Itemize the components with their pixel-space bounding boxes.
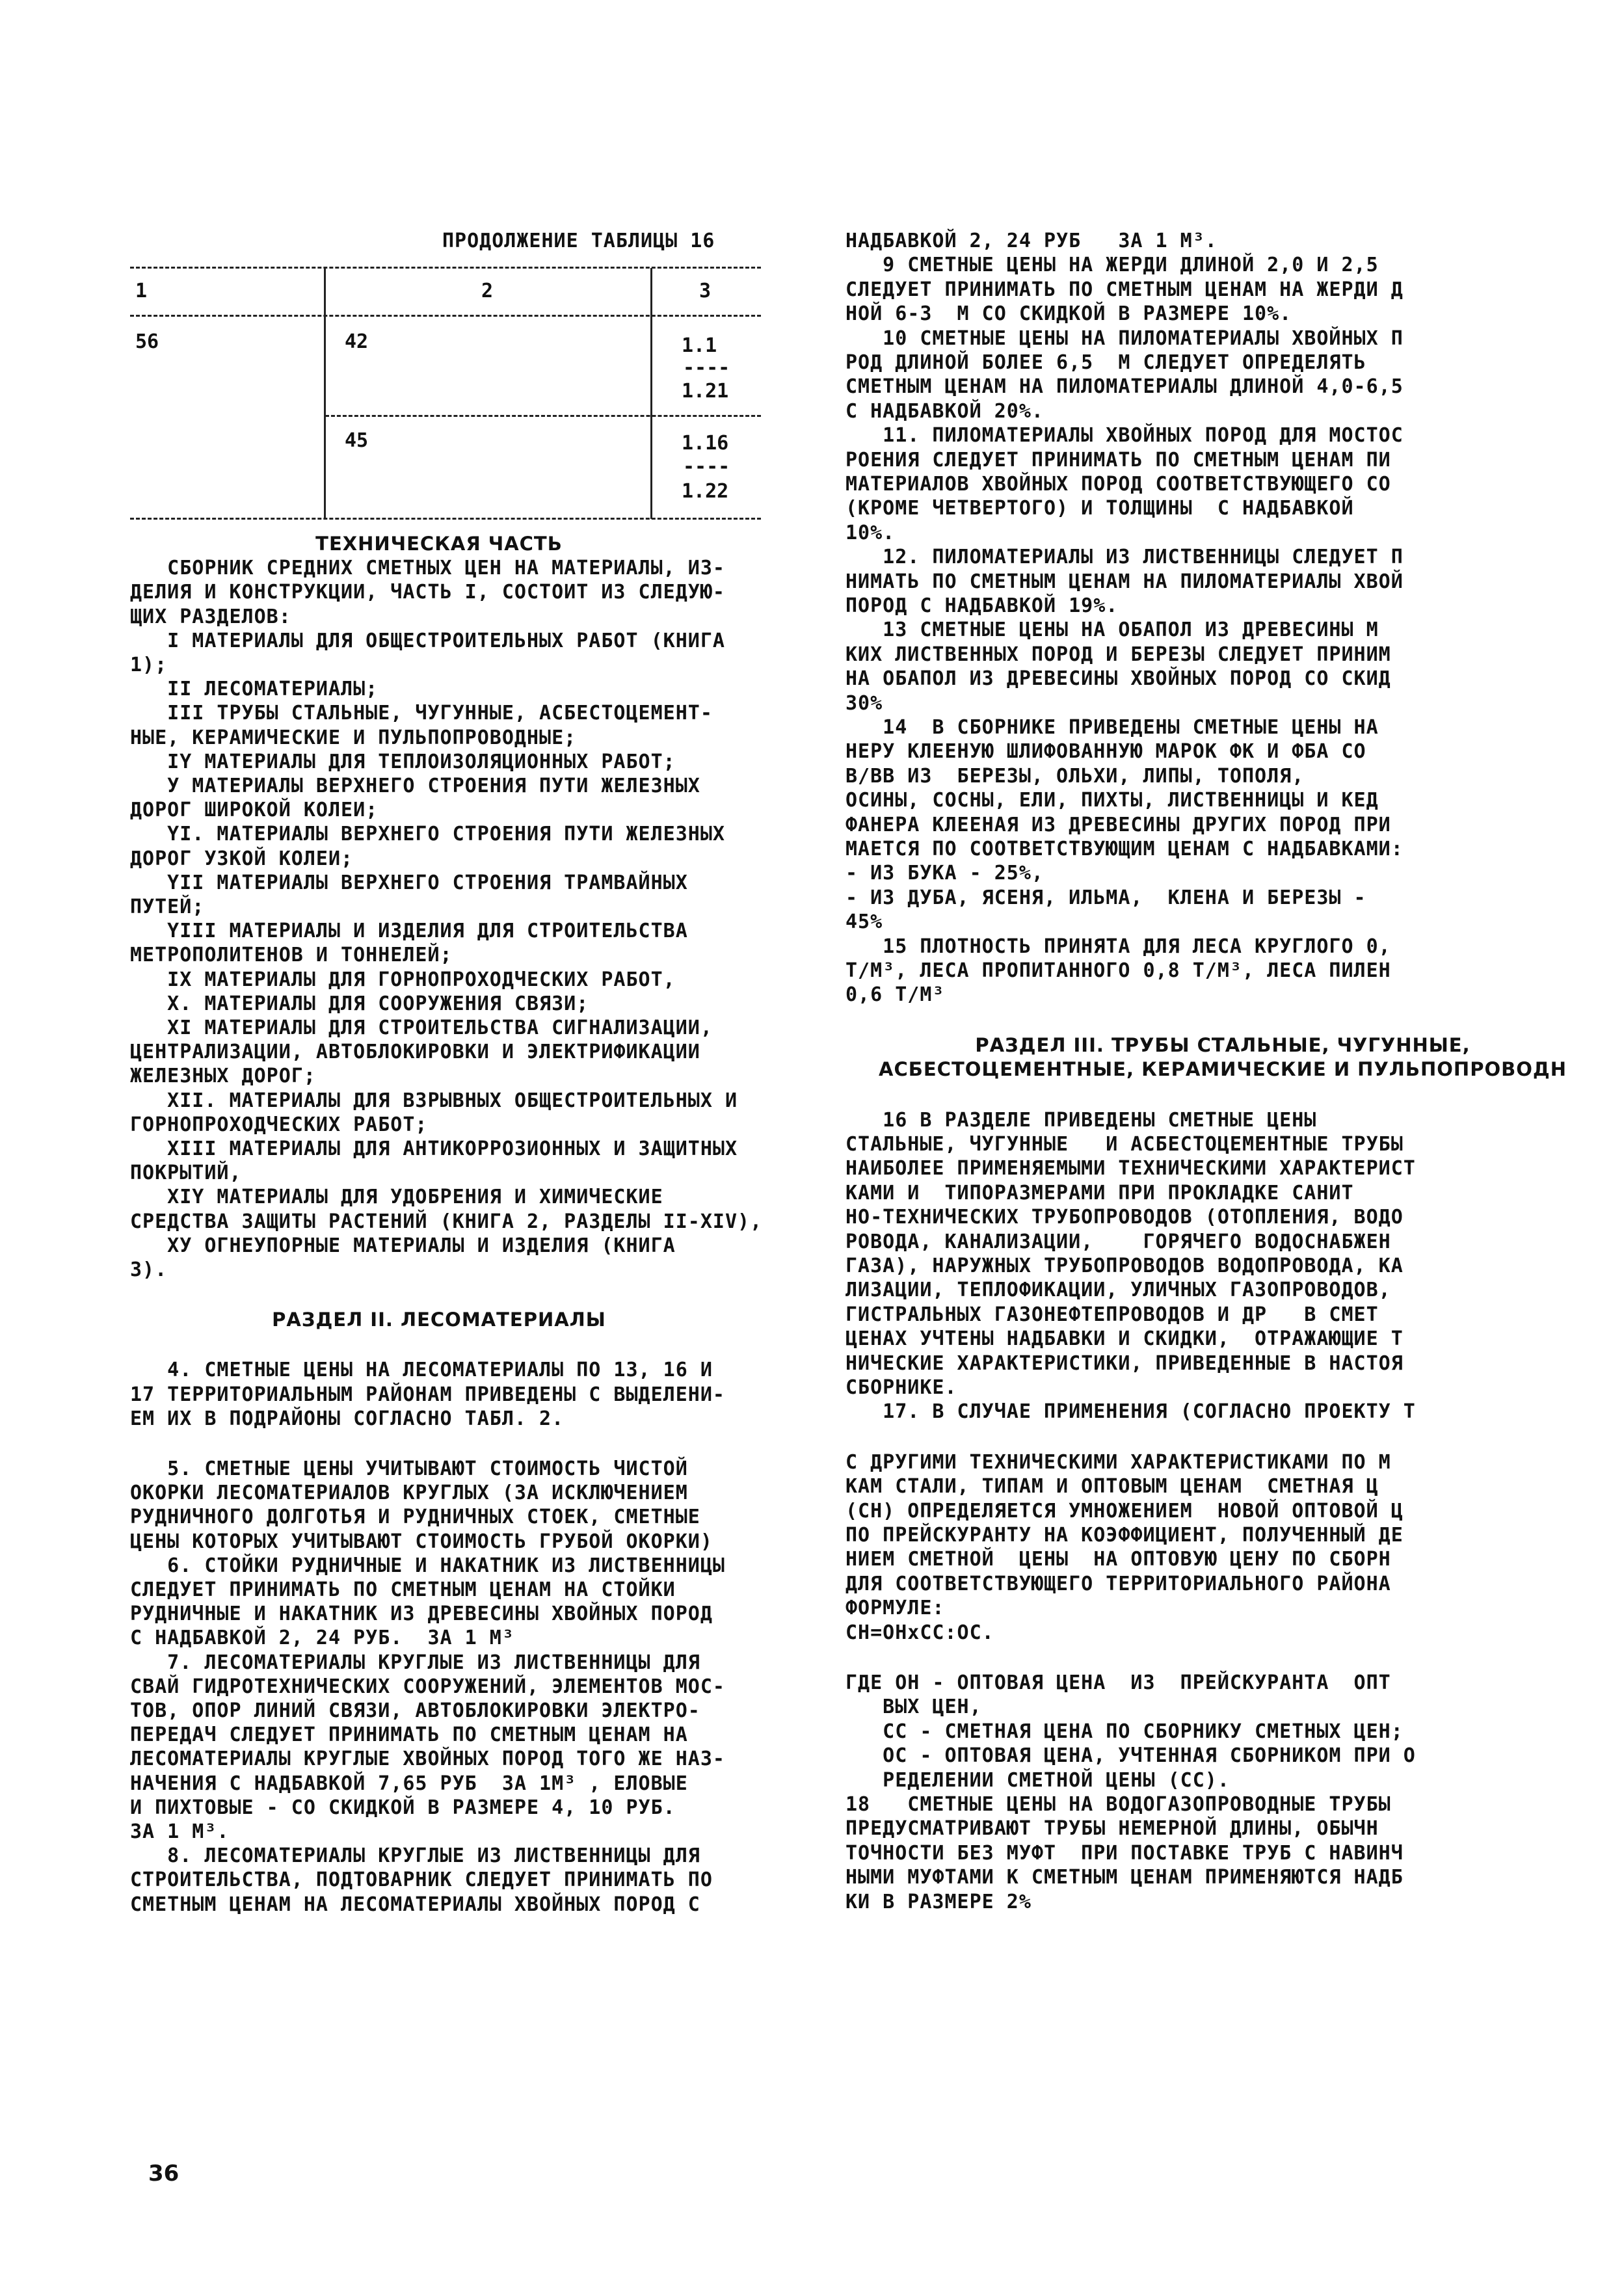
text-line: НА ОБАПОЛ ИЗ ДРЕВЕСИНЫ ХВОЙНЫХ ПОРОД СО СКИД [845, 667, 1391, 691]
text-line: ЦЕНЫ КОТОРЫХ УЧИТЫВАЮТ СТОИМОСТЬ ГРУБОЙ ОКОРКИ) [130, 1530, 713, 1553]
text-line: 17. В СЛУЧАЕ ПРИМЕНЕНИЯ (СОГЛАСНО ПРОЕКТУ Т [845, 1400, 1416, 1424]
text-line: II ЛЕСОМАТЕРИАЛЫ; [130, 678, 379, 701]
text-line: ДЛЯ СООТВЕТСТВУЮЩЕГО ТЕРРИТОРИАЛЬНОГО РАЙОНА [845, 1572, 1391, 1595]
text-line: IY МАТЕРИАЛЫ ДЛЯ ТЕПЛОИЗОЛЯЦИОННЫХ РАБОТ; [130, 750, 676, 773]
table-header-col1: 1 [135, 280, 148, 302]
text-line: КАМИ И ТИПОРАЗМЕРАМИ ПРИ ПРОКЛАДКЕ САНИТ [845, 1181, 1354, 1204]
text-line: РУДНИЧНЫЕ И НАКАТНИК ИЗ ДРЕВЕСИНЫ ХВОЙНЫХ ПОРОД [130, 1603, 713, 1626]
table-rule-mid [325, 415, 761, 417]
text-line: С ДРУГИМИ ТЕХНИЧЕСКИМИ ХАРАКТЕРИСТИКАМИ ПО М [845, 1450, 1391, 1474]
text-line: ПУТЕЙ; [130, 896, 205, 918]
text-line: 9 СМЕТНЫЕ ЦЕНЫ НА ЖЕРДИ ДЛИНОЙ 2,0 И 2,5 [845, 254, 1379, 277]
text-line: 17 ТЕРРИТОРИАЛЬНЫМ РАЙОНАМ ПРИВЕДЕНЫ С ВЫДЕЛЕНИ- [130, 1383, 725, 1406]
text-line: ФОРМУЛЕ: [845, 1597, 945, 1620]
text-line: ГОРНОПРОХОДЧЕСКИХ РАБОТ; [130, 1113, 428, 1136]
text-line: ФАНЕРА КЛЕЕНАЯ ИЗ ДРЕВЕСИНЫ ДРУГИХ ПОРОД ПРИ [845, 813, 1391, 836]
text-line: ОКОРКИ ЛЕСОМАТЕРИАЛОВ КРУГЛЫХ (ЗА ИСКЛЮЧЕНИЕМ [130, 1482, 688, 1505]
text-line: 15 ПЛОТНОСТЬ ПРИНЯТА ДЛЯ ЛЕСА КРУГЛОГО 0, [845, 935, 1391, 958]
text-line: 11. ПИЛОМАТЕРИАЛЫ ХВОЙНЫХ ПОРОД ДЛЯ МОСТОС [845, 424, 1404, 447]
table-rule-header [130, 315, 761, 317]
text-line: СРЕДСТВА ЗАЩИТЫ РАСТЕНИЙ (КНИГА 2, РАЗДЕЛЫ II-XIV), [130, 1210, 763, 1233]
text-line: ПЕРЕДАЧ СЛЕДУЕТ ПРИНИМАТЬ ПО СМЕТНЫМ ЦЕНАМ НА [130, 1723, 688, 1747]
text-line: 10 СМЕТНЫЕ ЦЕНЫ НА ПИЛОМАТЕРИАЛЫ ХВОЙНЫХ П [845, 326, 1404, 350]
table-sub1-col2: 42 [345, 330, 369, 353]
table-rule-bottom [130, 518, 761, 520]
table-sub1-val1: 1.1 [682, 334, 717, 357]
text-line: СБОРНИК СРЕДНИХ СМЕТНЫХ ЦЕН НА МАТЕРИАЛЫ, ИЗ- [130, 557, 725, 580]
text-line: YIII МАТЕРИАЛЫ И ИЗДЕЛИЯ ДЛЯ СТРОИТЕЛЬСТВА [130, 920, 688, 943]
text-line: В/ВВ ИЗ БЕРЕЗЫ, ОЛЬХИ, ЛИПЫ, ТОПОЛЯ, [845, 764, 1305, 788]
text-line: С НАДБАВКОЙ 2, 24 РУБ. ЗА 1 М³ [130, 1627, 514, 1650]
text-line: РОЕНИЯ СЛЕДУЕТ ПРИНИМАТЬ ПО СМЕТНЫМ ЦЕНАМ ПИ [845, 448, 1391, 472]
text-line: СЛЕДУЕТ ПРИНИМАТЬ ПО СМЕТНЫМ ЦЕНАМ НА СТОЙКИ [130, 1578, 676, 1601]
section-heading: АСБЕСТОЦЕМЕНТНЫЕ, КЕРАМИЧЕСКИЕ И ПУЛЬПОПРОВОДН [879, 1058, 1567, 1081]
text-line: РУДНИЧНОГО ДОЛГОТЬЯ И РУДНИЧНЫХ СТОЕК, СМЕТНЫЕ [130, 1506, 700, 1529]
text-line: СВАЙ ГИДРОТЕХНИЧЕСКИХ СООРУЖЕНИЙ, ЭЛЕМЕНТОВ МОС- [130, 1675, 725, 1698]
text-line: КИХ ЛИСТВЕННЫХ ПОРОД И БЕРЕЗЫ СЛЕДУЕТ ПРИНИМ [845, 643, 1391, 666]
text-line: ТОВ, ОПОР ЛИНИЙ СВЯЗИ, АВТОБЛОКИРОВКИ ЭЛЕКТРО- [130, 1699, 700, 1722]
text-line: КАМ СТАЛИ, ТИПАМ И ОПТОВЫМ ЦЕНАМ СМЕТНАЯ Ц [845, 1475, 1379, 1498]
text-line: СЛЕДУЕТ ПРИНИМАТЬ ПО СМЕТНЫМ ЦЕНАМ НА ЖЕРДИ Д [845, 278, 1404, 301]
text-line: 0,6 Т/М³ [845, 983, 945, 1007]
text-line: XIII МАТЕРИАЛЫ ДЛЯ АНТИКОРРОЗИОННЫХ И ЗАЩИТНЫХ [130, 1137, 738, 1160]
text-line: ПОРОД С НАДБАВКОЙ 19%. [845, 594, 1119, 617]
text-line: - ИЗ БУКА - 25%, [845, 862, 1044, 885]
text-line: НИЕМ СМЕТНОЙ ЦЕНЫ НА ОПТОВУЮ ЦЕНУ ПО СБОРН [845, 1548, 1391, 1571]
table-sub2-sep: ---- [683, 455, 730, 478]
text-line: ЛЕСОМАТЕРИАЛЫ КРУГЛЫЕ ХВОЙНЫХ ПОРОД ТОГО ЖЕ НАЗ- [130, 1748, 725, 1771]
text-line: НЕРУ КЛЕЕНУЮ ШЛИФОВАННУЮ МАРОК ФК И ФБА СО [845, 740, 1366, 764]
text-line: МАТЕРИАЛОВ ХВОЙНЫХ ПОРОД СООТВЕТСТВУЮЩЕГО СО [845, 473, 1391, 496]
text-line: И ПИХТОВЫЕ - СО СКИДКОЙ В РАЗМЕРЕ 4, 10 РУБ. [130, 1796, 676, 1819]
text-line: НЫМИ МУФТАМИ К СМЕТНЫМ ЦЕНАМ ПРИМЕНЯЮТСЯ НАДБ [845, 1866, 1404, 1889]
text-line: НАЧЕНИЯ С НАДБАВКОЙ 7,65 РУБ ЗА 1М³ , ЕЛОВЫЕ [130, 1772, 688, 1795]
text-line: НОЙ 6-3 М СО СКИДКОЙ В РАЗМЕРЕ 10%. [845, 302, 1292, 326]
text-line: ДОРОГ УЗКОЙ КОЛЕИ; [130, 847, 354, 870]
text-line: 16 В РАЗДЕЛЕ ПРИВЕДЕНЫ СМЕТНЫЕ ЦЕНЫ [845, 1108, 1317, 1132]
text-line: - ИЗ ДУБА, ЯСЕНЯ, ИЛЬМА, КЛЕНА И БЕРЕЗЫ - [845, 886, 1366, 909]
text-line: ОСИНЫ, СОСНЫ, ЕЛИ, ПИХТЫ, ЛИСТВЕННИЦЫ И КЕД [845, 789, 1379, 812]
table-row-id: 56 [135, 330, 159, 353]
table-header-col2: 2 [481, 280, 494, 302]
text-line: ПРЕДУСМАТРИВАЮТ ТРУБЫ НЕМЕРНОЙ ДЛИНЫ, ОБЫЧН [845, 1817, 1379, 1841]
text-line: I МАТЕРИАЛЫ ДЛЯ ОБЩЕСТРОИТЕЛЬНЫХ РАБОТ (КНИГА [130, 629, 725, 652]
text-line: МАЕТСЯ ПО СООТВЕТСТВУЮЩИМ ЦЕНАМ С НАДБАВКАМИ: [845, 838, 1404, 860]
text-line: 5. СМЕТНЫЕ ЦЕНЫ УЧИТЫВАЮТ СТОИМОСТЬ ЧИСТОЙ [130, 1457, 688, 1480]
text-line: 1); [130, 654, 168, 676]
text-line: РОД ДЛИНОЙ БОЛЕЕ 6,5 М СЛЕДУЕТ ОПРЕДЕЛЯТЬ [845, 351, 1366, 374]
table-sub1-val2: 1.21 [682, 380, 729, 403]
text-line: (СН) ОПРЕДЕЛЯЕТСЯ УМНОЖЕНИЕМ НОВОЙ ОПТОВОЙ Ц [845, 1499, 1404, 1523]
text-line: 12. ПИЛОМАТЕРИАЛЫ ИЗ ЛИСТВЕННИЦЫ СЛЕДУЕТ П [845, 546, 1404, 569]
text-line: YII МАТЕРИАЛЫ ВЕРХНЕГО СТРОЕНИЯ ТРАМВАЙНЫХ [130, 871, 688, 894]
text-line: 7. ЛЕСОМАТЕРИАЛЫ КРУГЛЫЕ ИЗ ЛИСТВЕННИЦЫ ДЛЯ [130, 1651, 700, 1674]
text-line: ТОЧНОСТИ БЕЗ МУФТ ПРИ ПОСТАВКЕ ТРУБ С НАВИНЧ [845, 1841, 1404, 1865]
text-line: 10%. [845, 521, 896, 544]
text-line: НИЧЕСКИЕ ХАРАКТЕРИСТИКИ, ПРИВЕДЕННЫЕ В НАСТОЯ [845, 1351, 1404, 1375]
text-line: (КРОМЕ ЧЕТВЕРТОГО) И ТОЛЩИНЫ С НАДБАВКОЙ [845, 497, 1354, 520]
text-line: ЗА 1 М³. [130, 1820, 230, 1843]
text-line: НАДБАВКОЙ 2, 24 РУБ ЗА 1 М³. [845, 230, 1218, 252]
text-line: НО-ТЕХНИЧЕСКИХ ТРУБОПРОВОДОВ (ОТОПЛЕНИЯ, ВОДО [845, 1206, 1404, 1229]
text-line: 4. СМЕТНЫЕ ЦЕНЫ НА ЛЕСОМАТЕРИАЛЫ ПО 13, 16 И [130, 1359, 713, 1382]
text-line: XI МАТЕРИАЛЫ ДЛЯ СТРОИТЕЛЬСТВА СИГНАЛИЗАЦИИ, [130, 1017, 713, 1039]
text-line: ЩИХ РАЗДЕЛОВ: [130, 605, 291, 628]
table-rule-top [130, 267, 761, 269]
text-line: ГДЕ ОН - ОПТОВАЯ ЦЕНА ИЗ ПРЕЙСКУРАНТА ОПТ [845, 1671, 1391, 1694]
text-line: X. МАТЕРИАЛЫ ДЛЯ СООРУЖЕНИЯ СВЯЗИ; [130, 992, 589, 1015]
text-line: РЕДЕЛЕНИИ СМЕТНОЙ ЦЕНЫ (СС). [845, 1768, 1230, 1792]
text-line: ДЕЛИЯ И КОНСТРУКЦИИ, ЧАСТЬ I, СОСТОИТ ИЗ СЛЕДУЮ- [130, 581, 725, 604]
text-line: XIY МАТЕРИАЛЫ ДЛЯ УДОБРЕНИЯ И ХИМИЧЕСКИЕ [130, 1186, 663, 1209]
text-line: 30% [845, 691, 883, 715]
text-line: СМЕТНЫМ ЦЕНАМ НА ЛЕСОМАТЕРИАЛЫ ХВОЙНЫХ ПОРОД С [130, 1893, 700, 1916]
text-line: МЕТРОПОЛИТЕНОВ И ТОННЕЛЕЙ; [130, 944, 453, 967]
table-sub2-col2: 45 [345, 429, 369, 452]
text-line: YI. МАТЕРИАЛЫ ВЕРХНЕГО СТРОЕНИЯ ПУТИ ЖЕЛЕЗНЫХ [130, 823, 725, 846]
text-line: С НАДБАВКОЙ 20%. [845, 399, 1044, 423]
table-vrule-2 [650, 268, 652, 519]
text-line: ГИСТРАЛЬНЫХ ГАЗОНЕФТЕПРОВОДОВ И ДР В СМЕТ [845, 1303, 1379, 1326]
text-line: 8. ЛЕСОМАТЕРИАЛЫ КРУГЛЫЕ ИЗ ЛИСТВЕННИЦЫ ДЛЯ [130, 1844, 700, 1868]
text-line: РОВОДА, КАНАЛИЗАЦИИ, ГОРЯЧЕГО ВОДОСНАБЖЕН [845, 1230, 1391, 1253]
text-line: ЕМ ИХ В ПОДРАЙОНЫ СОГЛАСНО ТАБЛ. 2. [130, 1407, 565, 1430]
text-line: НЫЕ, КЕРАМИЧЕСКИЕ И ПУЛЬПОПРОВОДНЫЕ; [130, 726, 577, 749]
text-line: СС - СМЕТНАЯ ЦЕНА ПО СБОРНИКУ СМЕТНЫХ ЦЕН; [845, 1720, 1404, 1743]
text-line: ЖЕЛЕЗНЫХ ДОРОГ; [130, 1065, 316, 1088]
text-line: ПО ПРЕЙСКУРАНТУ НА КОЭФФИЦИЕНТ, ПОЛУЧЕННЫЙ ДЕ [845, 1524, 1404, 1547]
text-line: КИ В РАЗМЕРЕ 2% [845, 1890, 1032, 1913]
text-line: 14 В СБОРНИКЕ ПРИВЕДЕНЫ СМЕТНЫЕ ЦЕНЫ НА [845, 716, 1379, 739]
text-line: НИМАТЬ ПО СМЕТНЫМ ЦЕНАМ НА ПИЛОМАТЕРИАЛЫ ХВОЙ [845, 570, 1404, 593]
section-heading: ТЕХНИЧЕСКАЯ ЧАСТЬ [315, 533, 563, 555]
text-line: ГАЗА), НАРУЖНЫХ ТРУБОПРОВОДОВ ВОДОПРОВОДА, КА [845, 1255, 1404, 1277]
text-line: СН=ОНхСС:ОС. [845, 1621, 994, 1644]
table-header-col3: 3 [699, 280, 712, 302]
text-line: 18 СМЕТНЫЕ ЦЕНЫ НА ВОДОГАЗОПРОВОДНЫЕ ТРУБЫ [845, 1793, 1391, 1816]
text-line: У МАТЕРИАЛЫ ВЕРХНЕГО СТРОЕНИЯ ПУТИ ЖЕЛЕЗНЫХ [130, 775, 700, 797]
text-line: НАИБОЛЕЕ ПРИМЕНЯЕМЫМИ ТЕХНИЧЕСКИМИ ХАРАКТЕРИСТ [845, 1157, 1416, 1180]
text-line: 45% [845, 911, 883, 934]
section-heading: РАЗДЕЛ II. ЛЕСОМАТЕРИАЛЫ [272, 1309, 606, 1331]
text-line: ДОРОГ ШИРОКОЙ КОЛЕИ; [130, 799, 379, 822]
text-line: СТРОИТЕЛЬСТВА, ПОДТОВАРНИК СЛЕДУЕТ ПРИНИМАТЬ ПО [130, 1869, 713, 1892]
text-line: Т/М³, ЛЕСА ПРОПИТАННОГО 0,8 Т/М³, ЛЕСА ПИЛЕН [845, 959, 1391, 982]
text-line: 13 СМЕТНЫЕ ЦЕНЫ НА ОБАПОЛ ИЗ ДРЕВЕСИНЫ М [845, 619, 1379, 642]
text-line: СБОРНИКЕ. [845, 1376, 957, 1399]
text-line: IX МАТЕРИАЛЫ ДЛЯ ГОРНОПРОХОДЧЕСКИХ РАБОТ, [130, 968, 676, 991]
text-line: 6. СТОЙКИ РУДНИЧНЫЕ И НАКАТНИК ИЗ ЛИСТВЕННИЦЫ [130, 1554, 725, 1577]
text-line: XII. МАТЕРИАЛЫ ДЛЯ ВЗРЫВНЫХ ОБЩЕСТРОИТЕЛЬНЫХ И [130, 1089, 738, 1112]
text-line: ЦЕНТРАЛИЗАЦИИ, АВТОБЛОКИРОВКИ И ЭЛЕКТРИФИКАЦИИ [130, 1041, 700, 1064]
page-number: 36 [148, 2161, 180, 2187]
text-line: III ТРУБЫ СТАЛЬНЫЕ, ЧУГУННЫЕ, АСБЕСТОЦЕМЕНТ- [130, 702, 713, 725]
section-heading: РАЗДЕЛ III. ТРУБЫ СТАЛЬНЫЕ, ЧУГУННЫЕ, [975, 1033, 1471, 1056]
table-sub1-sep: ---- [683, 356, 730, 379]
text-line: ХУ ОГНЕУПОРНЫЕ МАТЕРИАЛЫ И ИЗДЕЛИЯ (КНИГА [130, 1234, 676, 1257]
text-line: ВЫХ ЦЕН, [845, 1696, 982, 1719]
table-sub2-val2: 1.22 [682, 480, 729, 503]
text-line: ОС - ОПТОВАЯ ЦЕНА, УЧТЕННАЯ СБОРНИКОМ ПРИ О [845, 1744, 1416, 1768]
text-line: ЦЕНАХ УЧТЕНЫ НАДБАВКИ И СКИДКИ, ОТРАЖАЮЩИЕ Т [845, 1327, 1404, 1351]
table-caption: ПРОДОЛЖЕНИЕ ТАБЛИЦЫ 16 [442, 230, 715, 252]
text-line: 3). [130, 1258, 168, 1281]
text-line: ПОКРЫТИЙ, [130, 1162, 242, 1185]
text-line: ЛИЗАЦИИ, ТЕПЛОФИКАЦИИ, УЛИЧНЫХ ГАЗОПРОВОДОВ, [845, 1279, 1391, 1302]
table-vrule-1 [324, 268, 326, 519]
text-line: СТАЛЬНЫЕ, ЧУГУННЫЕ И АСБЕСТОЦЕМЕНТНЫЕ ТРУБЫ [845, 1133, 1404, 1156]
table-sub2-val1: 1.16 [682, 432, 729, 455]
text-line: СМЕТНЫМ ЦЕНАМ НА ПИЛОМАТЕРИАЛЫ ДЛИНОЙ 4,0-6,5 [845, 375, 1404, 399]
